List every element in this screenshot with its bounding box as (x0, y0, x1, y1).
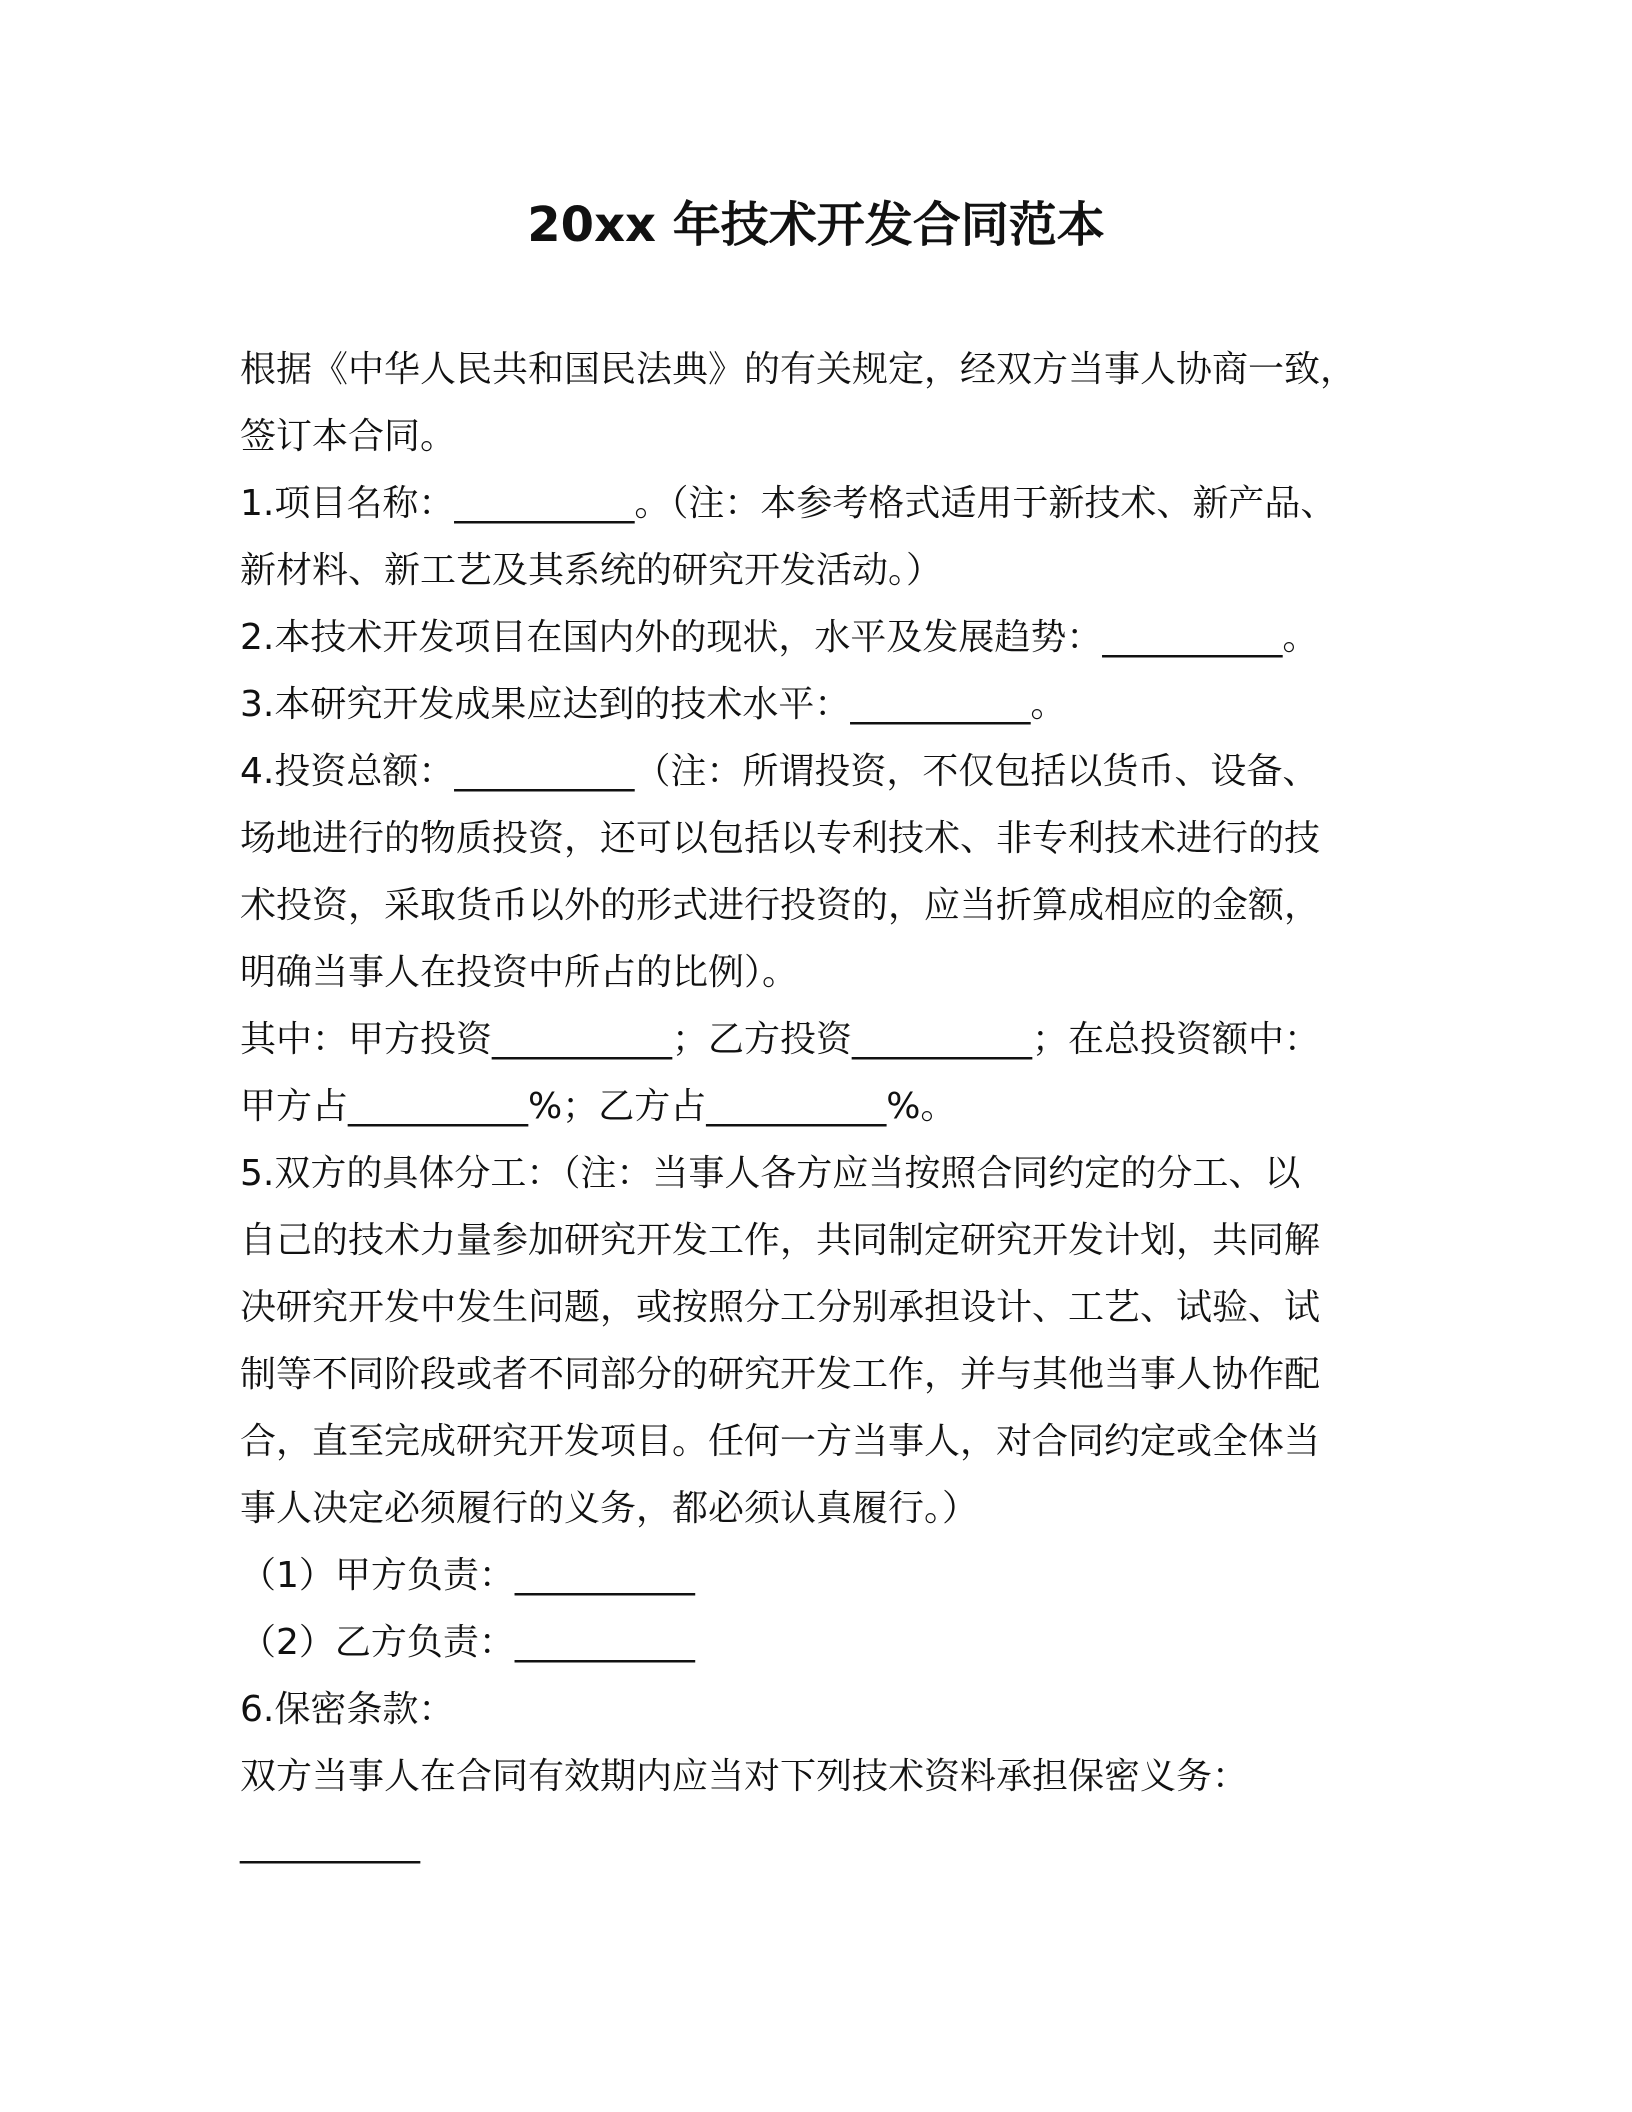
body-line: 自己的技术力量参加研究开发工作，共同制定研究开发计划，共同解 (240, 1220, 1321, 1261)
body-line: 术投资，采取货币以外的形式进行投资的，应当折算成相应的金额， (240, 885, 1321, 926)
body-line: 3.本研究开发成果应达到的技术水平：__________。 (240, 684, 1067, 725)
body-line: 2.本技术开发项目在国内外的现状，水平及发展趋势：__________。 (240, 617, 1319, 658)
body-line: （1）甲方负责：__________ (240, 1555, 695, 1596)
body-line: 决研究开发中发生问题，或按照分工分别承担设计、工艺、试验、试 (240, 1287, 1321, 1328)
body-line: 甲方占__________%；乙方占__________%。 (240, 1086, 957, 1127)
body-line: 合，直至完成研究开发项目。任何一方当事人，对合同约定或全体当 (240, 1421, 1321, 1462)
document-title: 20xx 年技术开发合同范本 (527, 197, 1105, 253)
body-line: 事人决定必须履行的义务，都必须认真履行。） (240, 1488, 979, 1529)
body-line: 签订本合同。 (240, 416, 457, 457)
body-line: 双方当事人在合同有效期内应当对下列技术资料承担保密义务： (240, 1756, 1249, 1797)
body-line: 4.投资总额：__________（注：所谓投资，不仅包括以货币、设备、 (240, 751, 1319, 792)
body-line: 明确当事人在投资中所占的比例）。 (240, 952, 799, 993)
body-line: 新材料、新工艺及其系统的研究开发活动。） (240, 550, 943, 591)
body-line: 6.保密条款： (240, 1689, 455, 1730)
body-line: 1.项目名称：__________。（注：本参考格式适用于新技术、新产品、 (240, 483, 1337, 524)
body-line: 制等不同阶段或者不同部分的研究开发工作，并与其他当事人协作配 (240, 1354, 1321, 1395)
body-line: 5.双方的具体分工：（注：当事人各方应当按照合同约定的分工、以 (240, 1153, 1301, 1194)
body-line: 其中：甲方投资__________；乙方投资__________；在总投资额中： (240, 1019, 1321, 1060)
document-body (240, 336, 1392, 1877)
body-line: 场地进行的物质投资，还可以包括以专利技术、非专利技术进行的技 (240, 818, 1321, 859)
body-line: （2）乙方负责：__________ (240, 1622, 695, 1663)
body-line: __________ (240, 1823, 420, 1864)
body-line: 根据《中华人民共和国民法典》的有关规定，经双方当事人协商一致， (240, 349, 1357, 390)
